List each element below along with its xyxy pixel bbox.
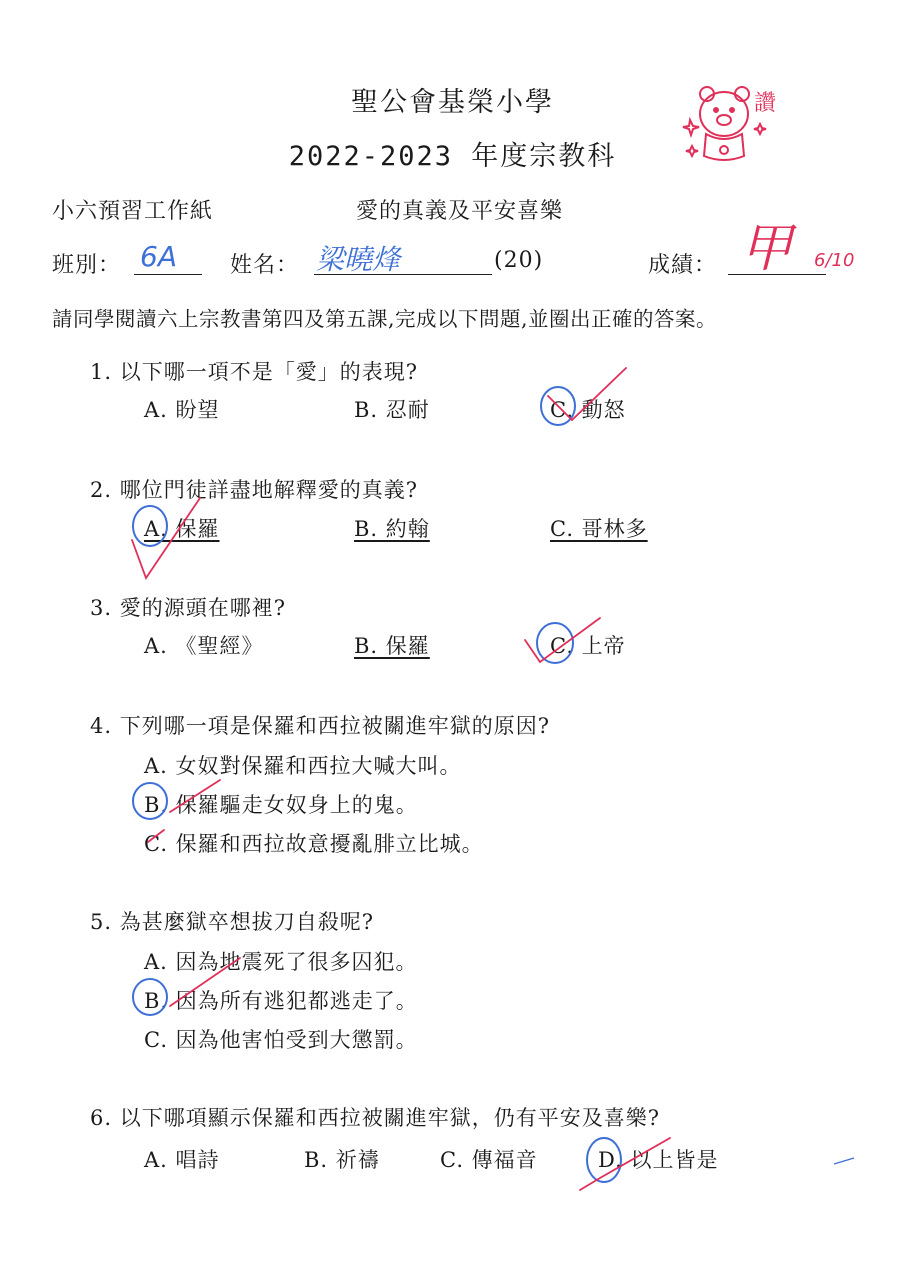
q4-option-b[interactable]: B. 保羅驅走女奴身上的鬼。	[144, 793, 418, 817]
question-6-prompt: 6. 以下哪項顯示保羅和西拉被關進牢獄，仍有平安及喜樂?	[90, 1106, 660, 1130]
name-label: 姓名：	[230, 253, 300, 278]
q3-option-c[interactable]: C. 上帝	[550, 634, 626, 658]
class-value: 6A	[140, 240, 177, 273]
school-name: 聖公會基榮小學	[351, 87, 554, 118]
q6-option-b[interactable]: B. 祈禱	[304, 1148, 380, 1172]
q2-option-b[interactable]: B. 約翰	[354, 517, 430, 541]
worksheet-label: 小六預習工作紙	[52, 199, 214, 224]
question-3-prompt: 3. 愛的源頭在哪裡?	[90, 596, 286, 620]
q2-option-a[interactable]: A. 保羅	[144, 517, 220, 541]
q3-option-a[interactable]: A. 《聖經》	[144, 634, 264, 658]
q5-answer-circle	[133, 979, 167, 1015]
stamp-praise-text: 讚	[754, 91, 777, 116]
margin-pen-mark	[834, 1158, 854, 1164]
q1-option-a[interactable]: A. 盼望	[144, 398, 220, 422]
q3-answer-circle	[537, 623, 573, 663]
q4-option-c[interactable]: C. 保羅和西拉故意擾亂腓立比城。	[144, 832, 484, 856]
class-number: (20)	[494, 248, 544, 273]
worksheet-topic: 愛的真義及平安喜樂	[356, 199, 564, 224]
q5-tick-mark	[170, 958, 240, 1006]
score-label: 成績：	[648, 253, 718, 278]
question-4-prompt: 4. 下列哪一項是保羅和西拉被關進牢獄的原因?	[90, 714, 550, 738]
q4-answer-circle	[133, 783, 167, 819]
q1-option-c[interactable]: C. 動怒	[550, 398, 626, 422]
q4-option-c-tick-mark	[148, 830, 164, 842]
q5-option-c[interactable]: C. 因為他害怕受到大懲罰。	[144, 1028, 418, 1052]
score-value: 6/10	[814, 250, 855, 271]
q2-answer-circle	[133, 506, 167, 546]
year-subject: 2022-2023 年度宗教科	[288, 141, 617, 172]
q1-tick-mark	[548, 368, 626, 420]
q2-option-c[interactable]: C. 哥林多	[550, 517, 648, 541]
class-label: 班別：	[52, 253, 122, 278]
q5-option-b[interactable]: B. 因為所有逃犯都逃走了。	[144, 989, 418, 1013]
q4-option-a[interactable]: A. 女奴對保羅和西拉大喊大叫。	[144, 754, 462, 778]
q3-option-b[interactable]: B. 保羅	[354, 634, 430, 658]
q1-option-b[interactable]: B. 忍耐	[354, 398, 430, 422]
instructions: 請同學閱讀六上宗教書第四及第五課,完成以下問題,並圈出正確的答案。	[52, 307, 718, 331]
question-1-prompt: 1. 以下哪一項不是「愛」的表現?	[90, 360, 418, 384]
q6-option-c[interactable]: C. 傳福音	[440, 1148, 538, 1172]
question-2-prompt: 2. 哪位門徒詳盡地解釋愛的真義?	[90, 478, 418, 502]
name-value: 梁曉烽	[316, 243, 401, 276]
q2-tick-mark	[132, 498, 200, 578]
q6-option-a[interactable]: A. 唱詩	[144, 1148, 220, 1172]
q6-tick-mark	[580, 1138, 670, 1190]
q4-tick-mark	[170, 780, 220, 812]
q5-option-a[interactable]: A. 因為地震死了很多囚犯。	[144, 950, 418, 974]
question-5-prompt: 5. 為甚麼獄卒想拔刀自殺呢?	[90, 910, 374, 934]
q6-option-d[interactable]: D. 以上皆是	[598, 1148, 719, 1172]
grade-mark: 甲	[740, 219, 793, 279]
